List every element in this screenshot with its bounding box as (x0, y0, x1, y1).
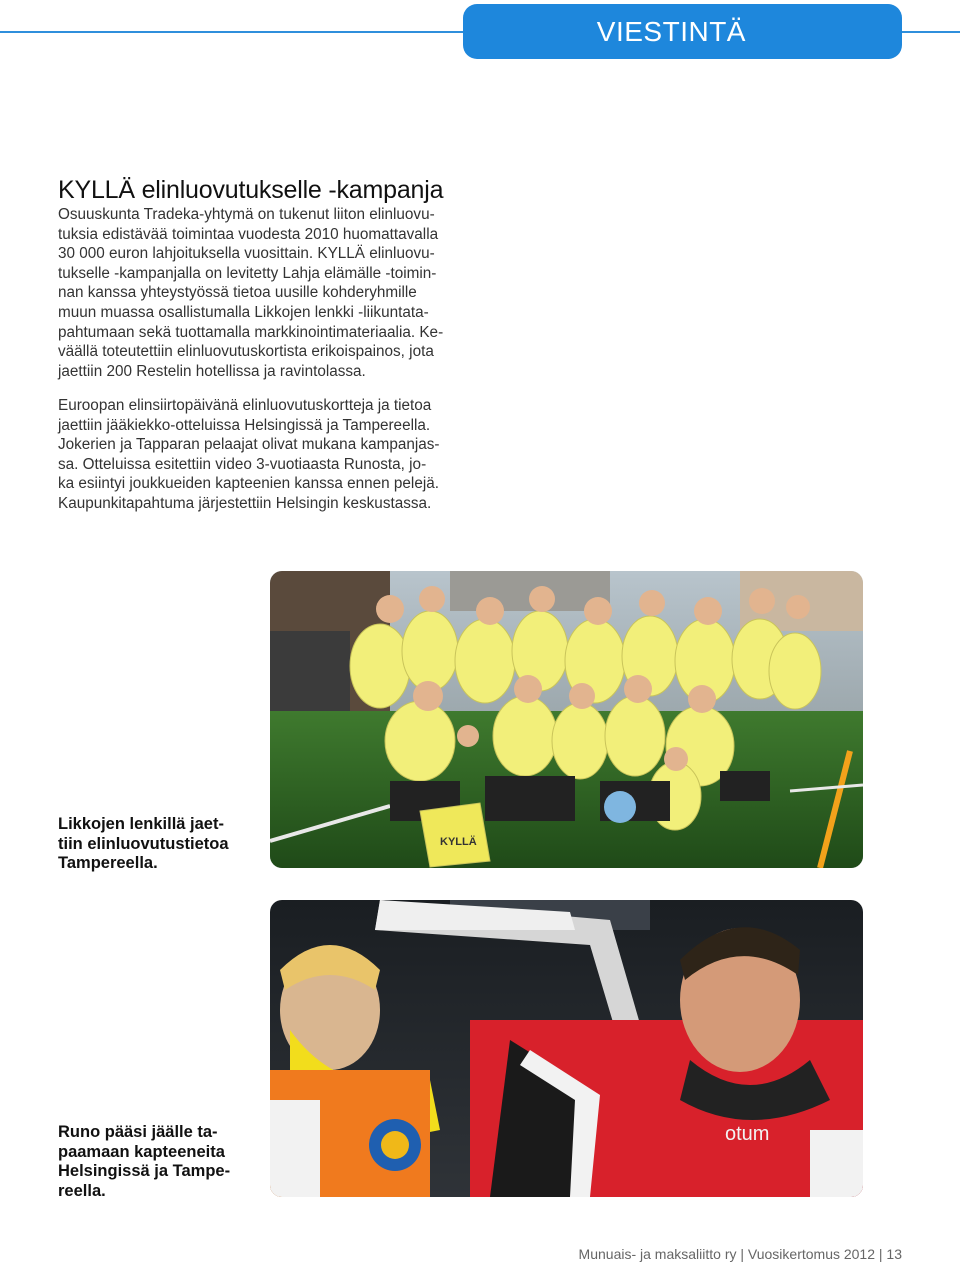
section-tab (463, 4, 902, 59)
text-line: Osuuskunta Tradeka-yhtymä on tukenut liiton elinluovu- (58, 206, 435, 223)
text-line: jaettiin jääkiekko-otteluissa Helsingissä ja Tampereella. (58, 416, 431, 434)
caption-line: paamaan kapteeneita (58, 1142, 225, 1161)
group-photo (270, 571, 863, 868)
text-line: jaettiin 200 Restelin hotellissa ja ravintolassa. (58, 362, 366, 380)
text-line: Kaupunkitapahtuma järjestettiin Helsingin keskustassa. (58, 494, 432, 512)
text-line: tukselle -kampanjalla on levitetty Lahja elämälle -toimin- (58, 264, 437, 282)
caption-line: Tampereella. (58, 854, 158, 872)
shirt-kylla-text: KYLLÄ (440, 836, 477, 848)
text-line: sa. Otteluissa esitettiin video 3-vuotiaasta Runosta, jo- (58, 455, 427, 473)
section-title: VIESTINTÄ (596, 15, 746, 47)
text-line: väällä toteutettiin elinluovutuskortista erikoispainos, jota (58, 343, 434, 361)
jersey-text: otum (725, 1123, 770, 1145)
text-line: tuksia edistävää toimintaa vuodesta 2010 huomattavalla (58, 225, 439, 243)
header-rule (0, 31, 470, 33)
header-rule-right (900, 31, 960, 33)
caption-line: reella. (58, 1181, 106, 1200)
article-title: KYLLÄ elinluovutukselle -kampanja (58, 176, 444, 204)
caption-line: Runo pääsi jäälle ta- (58, 1123, 218, 1141)
text-line: nan kanssa yhteystyössä tietoa uusille kohderyhmille (58, 284, 417, 302)
hockey-photo (270, 900, 863, 1197)
text-line: pahtumaan sekä tuottamalla markkinointimateriaalia. Ke- (58, 323, 444, 341)
text-line: 30 000 euron lahjoituksella vuosittain. KYLLÄ elinluovu- (58, 245, 435, 263)
text-line: muun muassa osallistumalla Likkojen lenkki -liikuntata- (58, 303, 429, 321)
text-line: Jokerien ja Tapparan pelaajat olivat mukana kampanjas- (58, 436, 440, 454)
caption-line: Likkojen lenkillä jaet- (58, 815, 224, 833)
caption-line: Helsingissä ja Tampe- (58, 1162, 231, 1180)
photo1-caption (58, 815, 268, 874)
text-line: ka esiintyi joukkueiden kapteenien kanssa ennen pelejä. (58, 475, 439, 493)
photo2-caption (58, 1123, 268, 1201)
caption-line: tiin elinluovutustietoa (58, 834, 229, 853)
article-paragraph-1 (58, 205, 470, 381)
article-paragraph-2 (58, 396, 470, 514)
page-footer: Munuais- ja maksaliitto ry | Vuosikertomus 2012 | 13 (578, 1246, 902, 1262)
text-line: Euroopan elinsiirtopäivänä elinluovutuskortteja ja tietoa (58, 397, 432, 414)
